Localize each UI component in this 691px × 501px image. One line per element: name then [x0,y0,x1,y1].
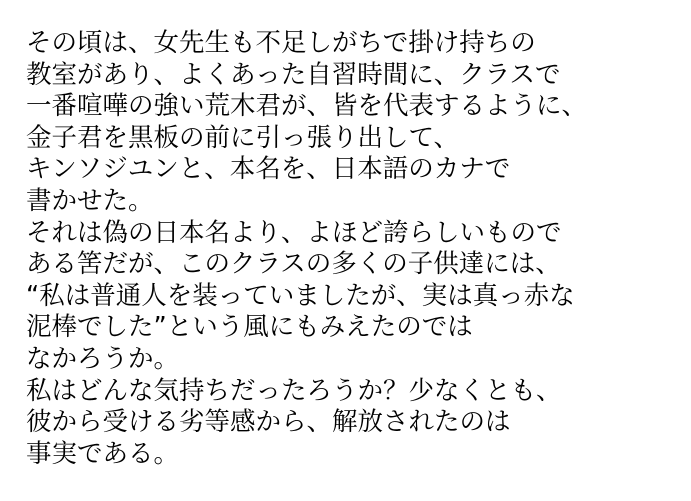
text-line: それは偽の日本名より、よほど誇らしいもので [26,217,562,248]
text-line: 私はどんな気持ちだったろうか？少なくとも、 [26,375,562,406]
text-line: 金子君を黒板の前に引っ張り出して、 [26,122,459,153]
text-line: ある筈だが、このクラスの多くの子供達には、 [26,249,561,280]
text-line: 事実である。 [26,438,180,469]
text-line: 教室があり、よくあった自習時間に、クラスで [26,59,561,90]
text-line: その頃は、女先生も不足しがちで掛け持ちの [26,28,536,58]
text-line: キンソジユンと、本名を、日本語のカナで [26,154,511,185]
text-line: “私は普通人を装っていましたが、実は真っ赤な [26,280,575,311]
document-text-block [26,28,686,470]
text-line: 彼から受ける劣等感から、解放されたのは [26,407,511,438]
text-line: 一番喧嘩の強い荒木君が、皆を代表するように、 [26,91,588,122]
text-line: 書かせた。 [26,185,154,216]
text-line: なかろうか。 [26,343,180,374]
text-line: 泥棒でした”という風にもみえたのでは [26,312,473,343]
